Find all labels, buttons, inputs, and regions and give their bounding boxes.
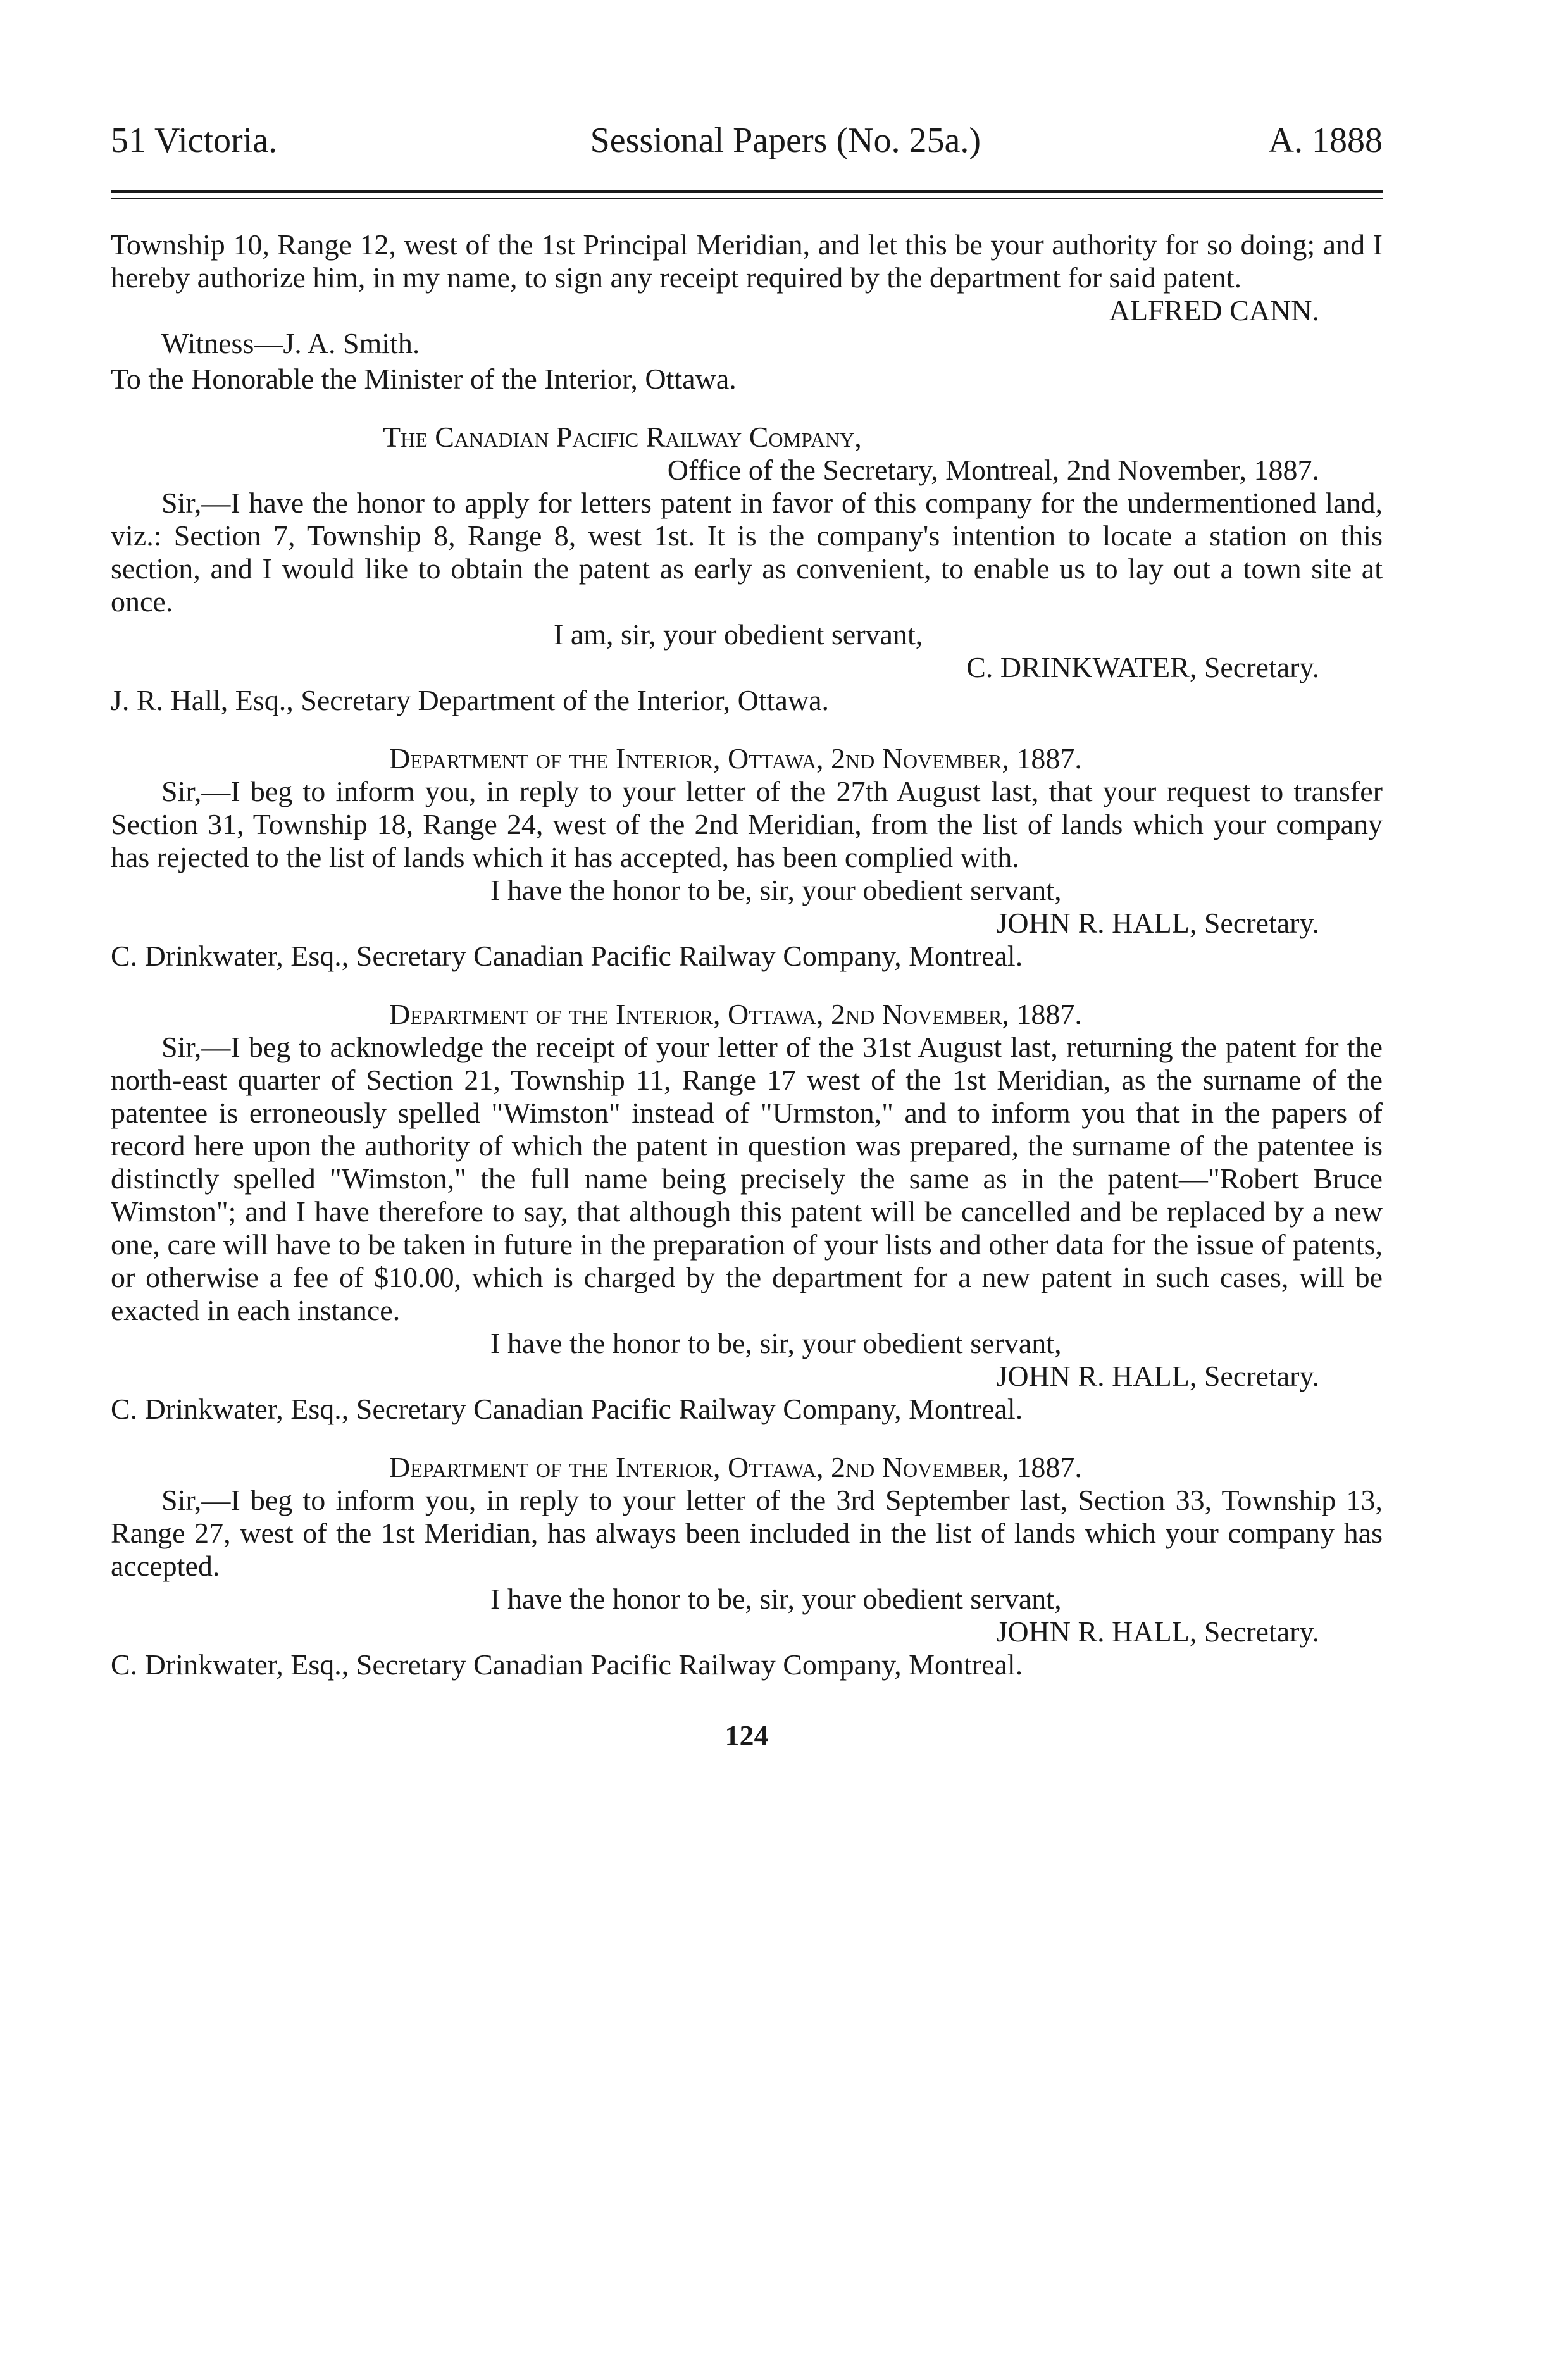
letter-drinkwater	[111, 421, 1383, 717]
closing-line: I have the honor to be, sir, your obedient servant,	[490, 1583, 1062, 1615]
address-line: C. Drinkwater, Esq., Secretary Canadian Pacific Railway Company, Montreal.	[111, 940, 1023, 972]
letter-cann	[111, 228, 1383, 395]
letter-hall-3	[111, 1451, 1383, 1681]
header-year: A. 1888	[1268, 121, 1383, 160]
dateline: Office of the Secretary, Montreal, 2nd November, 1887.	[667, 454, 1319, 486]
signature: JOHN R. HALL, Secretary.	[996, 1360, 1319, 1392]
letter-text: Sir,—I beg to inform you, in reply to your letter of the 3rd September last, Section 33, Township 13, Range 27, west of the 1st Meridian, has always been included in the list of lands which your company has accepted.	[111, 1484, 1383, 1582]
signature: ALFRED CANN.	[1109, 294, 1319, 327]
letter-text: Sir,—I beg to acknowledge the receipt of your letter of the 31st August last, returning the patent for the north-east quarter of Section 21, Township 11, Range 17 west of the 1st Meridian, as the surname of the patentee is erroneously spelled "Wimston" instead of "Urmston," and to inform you that in the papers of record here upon the authority of which the patent in question was prepared, the surname of the patentee is distinctly spelled "Wimston," the full name being precisely the same as in the patent—"Robert Bruce Wimston"; and I have therefore to say, that although this patent will be cancelled and be replaced by a new one, care will have to be taken in future in the preparation of your lists and other data for the issue of patents, or otherwise a fee of $10.00, which is charged by the department for a new patent in such cases, will be exacted in each instance.	[111, 1031, 1383, 1326]
sender-line: The Canadian Pacific Railway Company,	[383, 421, 862, 453]
letter-text: Township 10, Range 12, west of the 1st Principal Meridian, and let this be your authority for so doing; and I hereby authorize him, in my name, to sign any receipt required by the department for said patent.	[111, 228, 1383, 294]
page-header	[111, 120, 1383, 173]
header-rule-thin	[111, 198, 1383, 199]
signature: JOHN R. HALL, Secretary.	[996, 907, 1319, 939]
letter-hall-2	[111, 998, 1383, 1426]
closing-line: I have the honor to be, sir, your obedient servant,	[490, 874, 1062, 906]
header-volume: 51 Victoria.	[111, 121, 278, 160]
letter-hall-1	[111, 742, 1383, 973]
address-line: J. R. Hall, Esq., Secretary Department of the Interior, Ottawa.	[111, 684, 830, 716]
page-number: 124	[725, 1719, 769, 1752]
signature: C. DRINKWATER, Secretary.	[966, 651, 1319, 683]
closing-line: I have the honor to be, sir, your obedient servant,	[490, 1327, 1062, 1359]
address-line: C. Drinkwater, Esq., Secretary Canadian Pacific Railway Company, Montreal.	[111, 1648, 1023, 1681]
address-line: To the Honorable the Minister of the Interior, Ottawa.	[111, 363, 737, 395]
dateline: Department of the Interior, Ottawa, 2nd November, 1887.	[389, 998, 1082, 1030]
header-title: Sessional Papers (No. 25a.)	[590, 121, 981, 160]
dateline: Department of the Interior, Ottawa, 2nd November, 1887.	[389, 742, 1082, 775]
document-body	[111, 228, 1383, 1752]
letter-text: Sir,—I beg to inform you, in reply to your letter of the 27th August last, that your request to transfer Section 31, Township 18, Range 24, west of the 2nd Meridian, from the list of lands which your company has rejected to the list of lands which it has accepted, has been complied with.	[111, 775, 1383, 873]
page	[111, 120, 1383, 1752]
witness-line: Witness—J. A. Smith.	[161, 327, 420, 359]
signature: JOHN R. HALL, Secretary.	[996, 1616, 1319, 1648]
closing-line: I am, sir, your obedient servant,	[554, 618, 923, 651]
dateline: Department of the Interior, Ottawa, 2nd November, 1887.	[389, 1451, 1082, 1483]
letter-text: Sir,—I have the honor to apply for letters patent in favor of this company for the undermentioned land, viz.: Section 7, Township 8, Range 8, west 1st. It is the company's intention to locate a station on this section, and I would like to obtain the patent as early as convenient, to enable us to lay out a town site at once.	[111, 487, 1383, 618]
header-rule-thick	[111, 190, 1383, 193]
address-line: C. Drinkwater, Esq., Secretary Canadian Pacific Railway Company, Montreal.	[111, 1393, 1023, 1425]
